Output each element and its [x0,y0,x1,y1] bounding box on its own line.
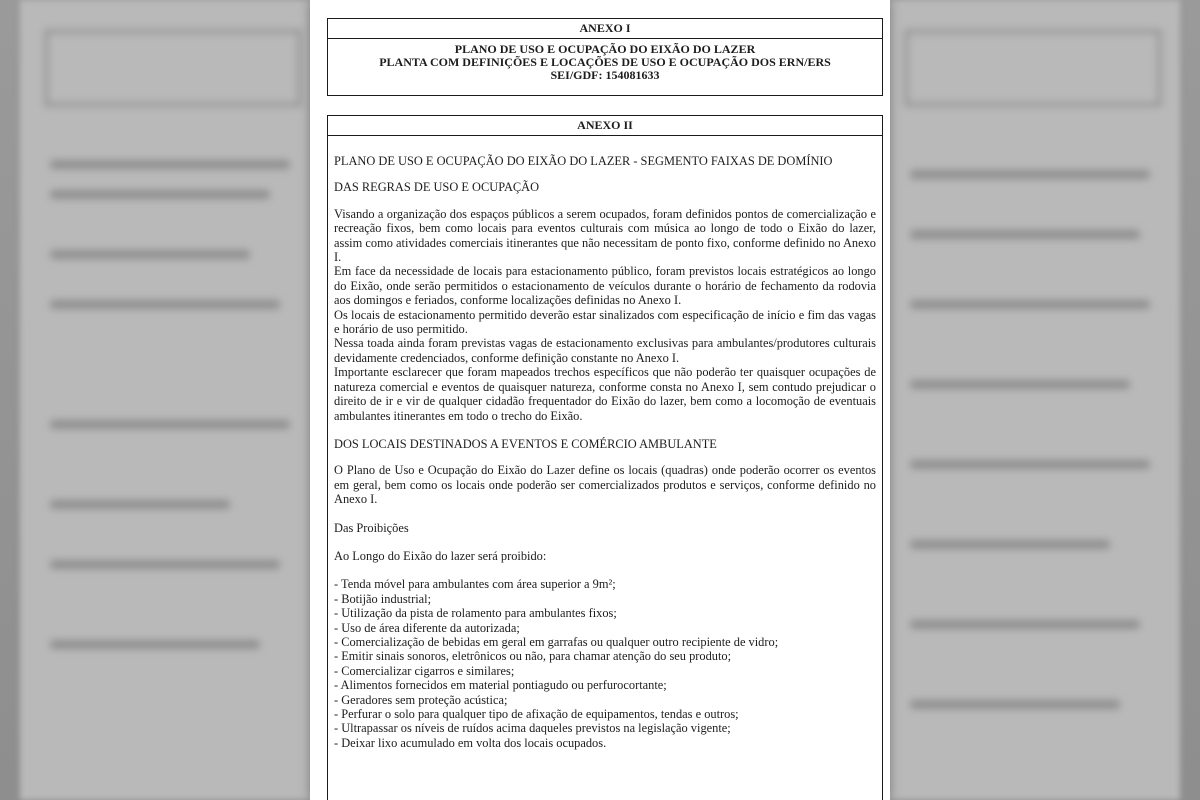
paragraph: Nessa toada ainda foram previstas vagas de estacionamento exclusivas para ambulantes/produtores culturais devidamente credenciados, conforme definição constante no Anexo I. [334,336,876,365]
background-line [50,190,270,199]
anexo-i-title: ANEXO I [328,19,882,39]
background-line [50,300,280,309]
background-line [910,700,1120,709]
background-line [50,500,230,509]
anexo-ii-body [328,136,882,750]
document-page [310,0,890,800]
anexo-i-line2: PLANTA COM DEFINIÇÕES E LOCAÇÕES DE USO E OCUPAÇÃO DOS ERN/ERS [379,55,831,70]
background-line [910,380,1130,389]
section-heading-plano: PLANO DE USO E OCUPAÇÃO DO EIXÃO DO LAZER - SEGMENTO FAIXAS DE DOMÍNIO [334,154,833,168]
background-box [45,30,301,106]
background-line [910,620,1140,629]
list-item: - Botijão industrial; [334,591,432,606]
list-item: - Comercialização de bebidas em geral em garrafas ou qualquer outro recipiente de vidro; [334,634,779,649]
background-line [910,540,1110,549]
background-line [910,170,1150,179]
paragraph: Importante esclarecer que foram mapeados trechos específicos que não poderão ter quaisquer ocupações de natureza comercial e eventos de quaisquer natureza, conforme consta no Anexo I, sem contudo prejudicar o direito de ir e vir de qualquer cidadão frequentador do Eixão do lazer, bem como a locomoção de eventuais ambulantes itinerantes em todo o trecho do Eixão. [334,365,876,423]
list-item: - Emitir sinais sonoros, eletrônicos ou não, para chamar atenção do seu produto; [334,649,732,664]
anexo-i-body [328,39,882,83]
background-line [50,560,280,569]
anexo-ii-title: ANEXO II [328,116,882,136]
background-line [50,420,290,429]
list-item: - Utilização da pista de rolamento para ambulantes fixos; [334,606,617,621]
list-item: - Ultrapassar os níveis de ruídos acima daqueles previstos na legislação vigente; [334,721,731,736]
background-line [910,300,1150,309]
section-heading-regras: DAS REGRAS DE USO E OCUPAÇÃO [334,180,540,195]
list-item: - Deixar lixo acumulado em volta dos locais ocupados. [334,735,607,750]
list-item: - Uso de área diferente da autorizada; [334,620,520,635]
anexo-i-line1: PLANO DE USO E OCUPAÇÃO DO EIXÃO DO LAZER [454,42,756,56]
anexo-ii-box [327,115,883,800]
paragraph: Visando a organização dos espaços públicos a serem ocupados, foram definidos pontos de comercialização e recreação fixos, bem como locais para eventos culturais com música ao longo de todo o Eixão do lazer, assim como atividades comerciais itinerantes que não necessitam de ponto fixo, conforme definido no Anexo I. [334,206,876,265]
subheading-proibicoes: Das Proibições [334,520,409,535]
background-line [910,460,1150,469]
section-heading-locais: DOS LOCAIS DESTINADOS A EVENTOS E COMÉRCIO AMBULANTE [334,436,717,451]
background-line [910,230,1140,239]
paragraph: Em face da necessidade de locais para estacionamento público, foram previstos locais estratégicos ao longo do Eixão, onde serão permitidos o estacionamento de veículos durante o horário de fechamento da rodovia aos domingos e feriados, conforme localizações definidas no Anexo I. [334,264,876,308]
prohibitions-intro: Ao Longo do Eixão do lazer será proibido: [334,548,547,563]
background-box [905,30,1161,106]
list-item: - Geradores sem proteção acústica; [334,692,508,707]
background-line [50,250,250,259]
list-item: - Comercializar cigarros e similares; [334,663,515,678]
background-line [50,160,290,169]
list-item: - Tenda móvel para ambulantes com área superior a 9m²; [334,577,616,592]
anexo-i-box [327,18,883,96]
list-item: - Perfurar o solo para qualquer tipo de afixação de equipamentos, tendas e outros; [334,707,739,721]
paragraph-locais: O Plano de Uso e Ocupação do Eixão do Lazer define os locais (quadras) onde poderão ocorrer os eventos em geral, bem como os locais onde poderão ser comercializados produtos e serviços, conforme definido no Anexo I. [334,463,876,507]
prohibitions-list [334,577,876,750]
anexo-i-sei-number: SEI/GDF: 154081633 [550,68,660,83]
background-line [50,640,260,649]
paragraph: Os locais de estacionamento permitido deverão estar sinalizados com especificação de início e fim das vagas e horário de uso permitido. [334,307,876,337]
list-item: - Alimentos fornecidos em material pontiagudo ou perfurocortante; [334,678,667,693]
